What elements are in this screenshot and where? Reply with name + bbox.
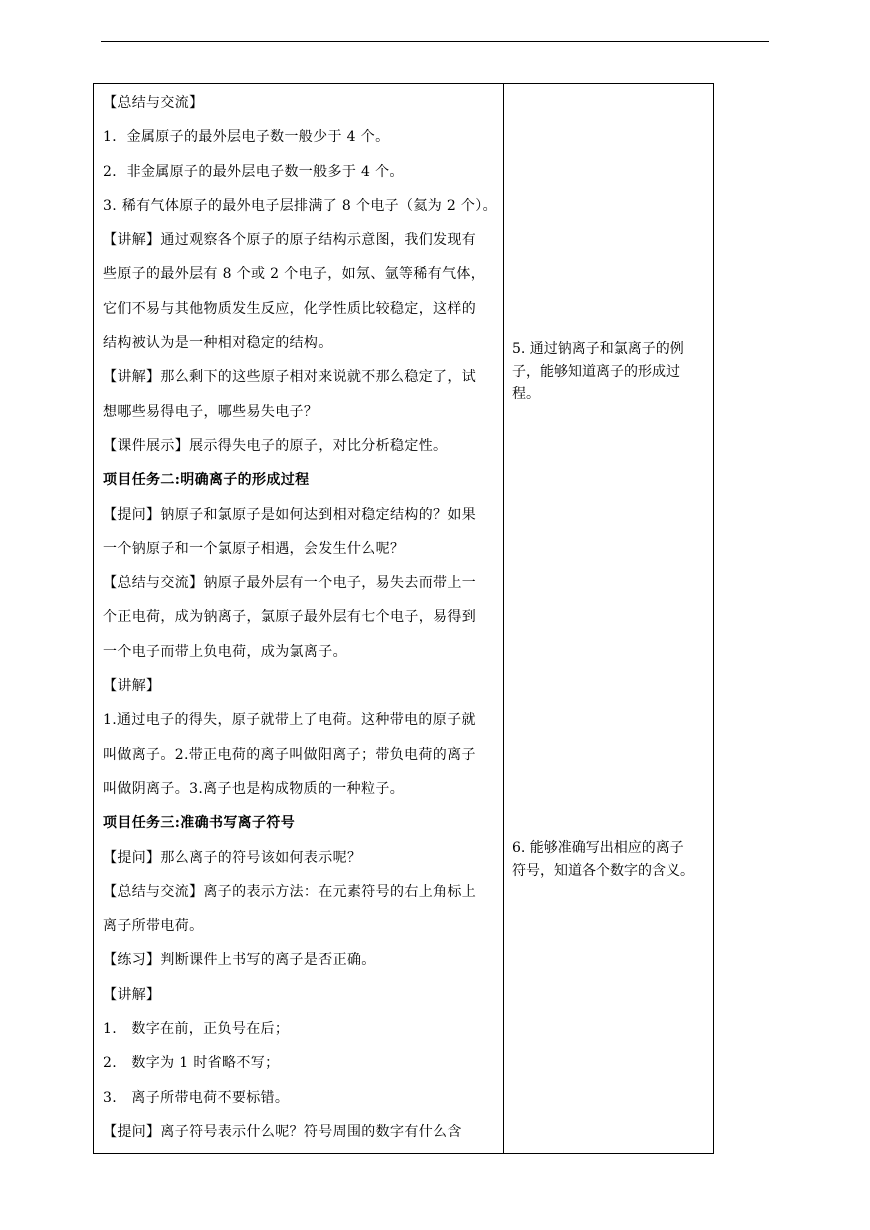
text-line: 2. 数字为 1 时省略不写； [103,1055,280,1072]
note-line: 5. 通过钠离子和氯离子的例 [512,341,684,357]
text-line: 叫做离子。2.带正电荷的离子叫做阳离子；带负电荷的离子 [103,746,476,763]
text-line: 结构被认为是一种相对稳定的结构。 [103,335,333,352]
text-line: 【课件展示】展示得失电子的原子，对比分析稳定性。 [103,437,448,454]
note-line: 6. 能够准确写出相应的离子 [512,840,684,856]
text-line: 【总结与交流】离子的表示方法：在元素符号的右上角标上 [103,883,477,900]
note-line: 程。 [512,386,540,402]
text-line: 3. 稀有气体原子的最外电子层排满了 8 个电子（氦为 2 个）。 [103,197,497,214]
teaching-process-column [103,86,496,1149]
text-line: 【总结与交流】 [103,95,204,111]
text-line: 个正电荷，成为钠离子，氯原子最外层有七个电子，易得到 [103,609,477,626]
text-line: 【讲解】 [103,986,161,1003]
note-line: 符号，知道各个数字的含义。 [512,862,694,879]
text-line: 2．非金属原子的最外层电子数一般多于 4 个。 [103,163,404,180]
text-line: 一个钠原子和一个氯原子相遇，会发生什么呢？ [103,540,405,557]
text-line: 1.通过电子的得失，原子就带上了电荷。这种带电的原子就 [103,712,476,729]
text-line: 【提问】那么离子的符号该如何表示呢？ [103,849,362,866]
design-intent-note [512,837,708,882]
text-line: 【讲解】通过观察各个原子的原子结构示意图，我们发现有 [103,232,477,249]
note-line: 子，能够知道离子的形成过 [512,363,680,380]
text-line: 些原子的最外层有 8 个或 2 个电子，如氖、氩等稀有气体， [103,266,486,283]
text-line: 它们不易与其他物质发生反应，化学性质比较稳定，这样的 [103,300,477,317]
text-line: 【练习】判断课件上书写的离子是否正确。 [103,952,376,969]
text-line: 【讲解】那么剩下的这些原子相对来说就不那么稳定了，试 [103,369,477,386]
text-line: 一个电子而带上负电荷，成为氯离子。 [103,643,347,660]
design-intent-note [512,338,708,406]
text-line: 离子所带电荷。 [103,918,204,935]
text-line: 【提问】钠原子和氯原子是如何达到相对稳定结构的？如果 [103,506,477,523]
text-line: 【总结与交流】钠原子最外层有一个电子，易失去而带上一 [103,575,477,592]
task-heading: 项目任务三:准确书写离子符号 [103,815,296,832]
text-line: 想哪些易得电子，哪些易失电子？ [103,403,319,420]
header-rule [101,41,769,42]
text-line: 叫做阴离子。3.离子也是构成物质的一种粒子。 [103,780,405,797]
lesson-plan-table [93,83,714,1154]
text-line: 【提问】离子符号表示什么呢？符号周围的数字有什么含 [103,1123,462,1140]
text-line: 【讲解】 [103,678,161,695]
text-line: 3. 离子所带电荷不要标错。 [103,1089,290,1106]
text-line: 1．金属原子的最外层电子数一般少于 4 个。 [103,129,390,146]
text-line: 1. 数字在前，正负号在后； [103,1021,290,1038]
column-divider [503,84,504,1153]
task-heading: 项目任务二:明确离子的形成过程 [103,472,310,489]
